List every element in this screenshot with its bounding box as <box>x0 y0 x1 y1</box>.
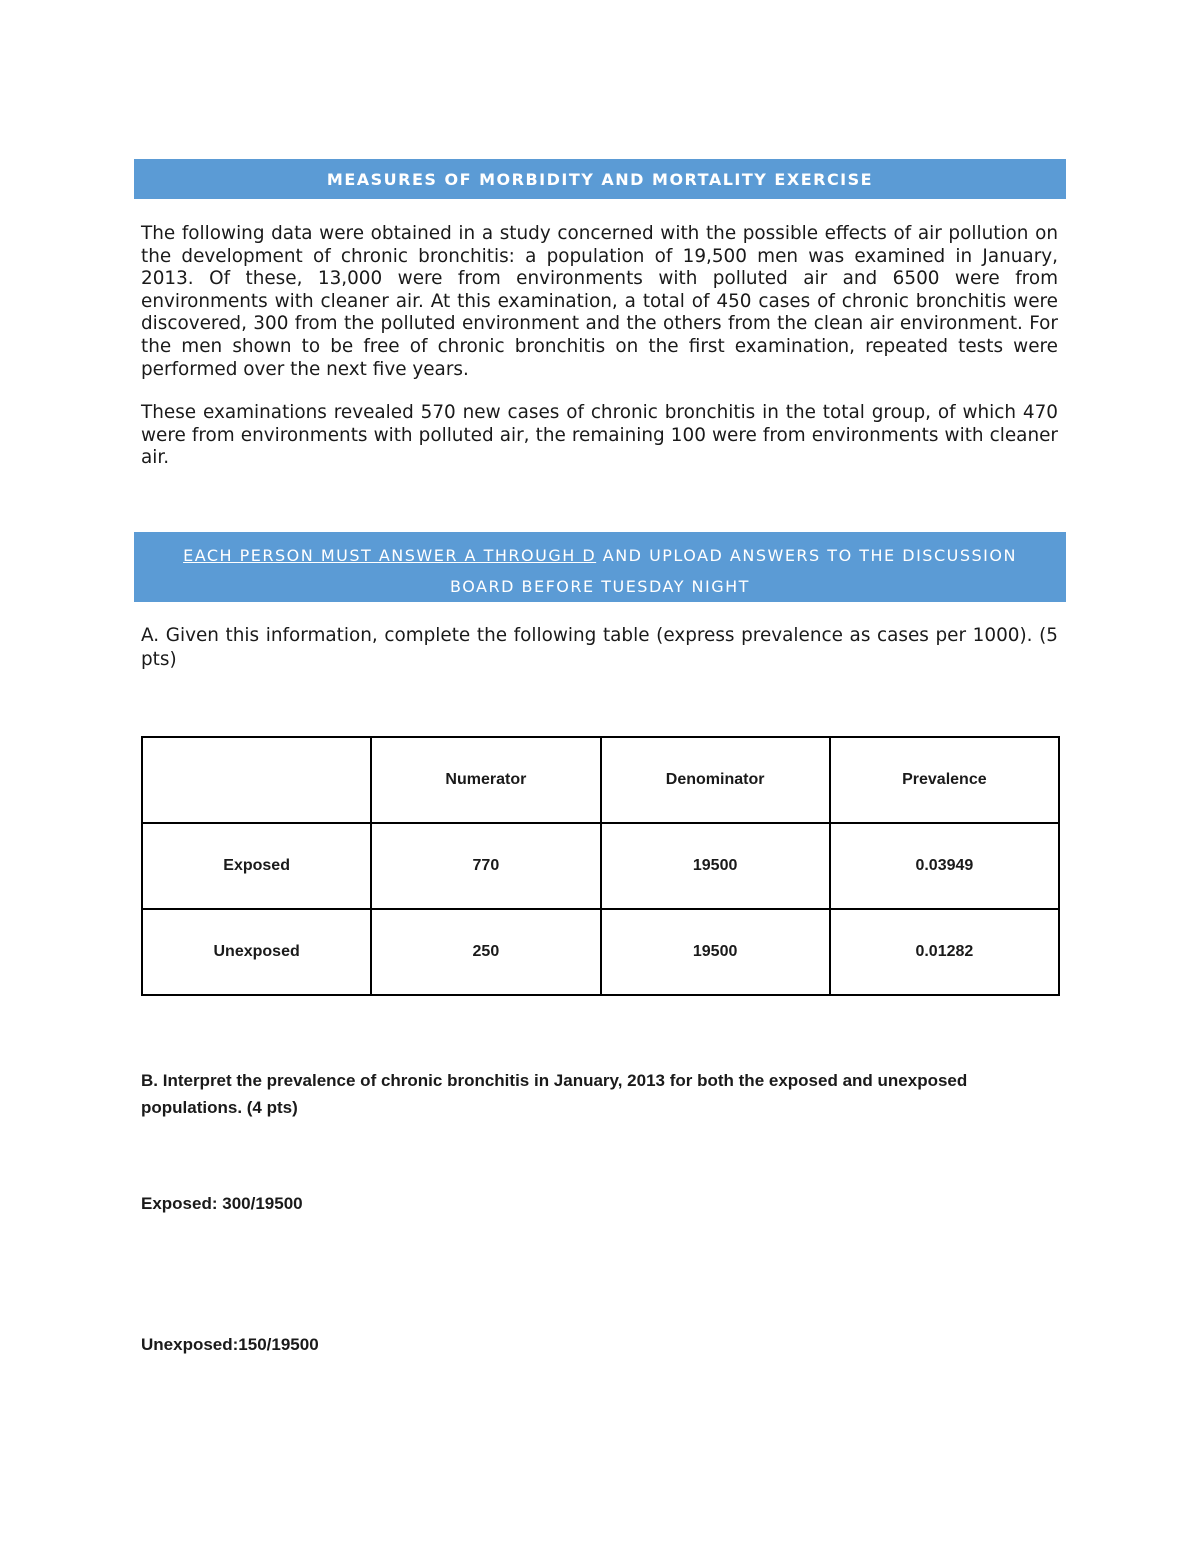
numerator-cell: 770 <box>371 823 600 909</box>
question-a: A. Given this information, complete the following table (express prevalence as cases per 1000). (5 pts) <box>141 625 1058 670</box>
instruction-banner <box>134 532 1066 602</box>
prevalence-cell: 0.03949 <box>830 823 1059 909</box>
prevalence-cell: 0.01282 <box>830 909 1059 995</box>
intro-paragraph-1: The following data were obtained in a study concerned with the possible effects of air pollution on the development of chronic bronchitis: a population of 19,500 men was examined in January, 2013. Of these, 13,000 were from environments with polluted air and 6500 were from environments with cleaner air. At this examination, a total of 450 cases of chronic bronchitis were discovered, 300 from the polluted environment and the others from the clean air environment. For the men shown to be free of chronic bronchitis on the first examination, repeated tests were performed over the next five years. <box>141 223 1058 380</box>
intro-paragraph-2: These examinations revealed 570 new cases of chronic bronchitis in the total group, of which 470 were from environments with polluted air, the remaining 100 were from environments with cleaner air. <box>141 402 1058 469</box>
row-label: Unexposed <box>142 909 371 995</box>
row-label: Exposed <box>142 823 371 909</box>
answer-unexposed: Unexposed:150/19500 <box>141 1335 319 1354</box>
table-header-numerator: Numerator <box>371 737 600 823</box>
question-b: B. Interpret the prevalence of chronic bronchitis in January, 2013 for both the exposed and unexposed populations. (4 pts) <box>141 1071 968 1117</box>
table-row <box>142 823 1059 909</box>
instruction-rest: AND UPLOAD ANSWERS TO THE DISCUSSION <box>596 546 1017 565</box>
numerator-cell: 250 <box>371 909 600 995</box>
answer-exposed: Exposed: 300/19500 <box>141 1194 303 1213</box>
instruction-line-1 <box>134 540 1066 571</box>
page-title: MEASURES OF MORBIDITY AND MORTALITY EXERCISE <box>326 170 874 189</box>
instruction-line-2: BOARD BEFORE TUESDAY NIGHT <box>450 577 750 596</box>
denominator-cell: 19500 <box>601 909 830 995</box>
title-banner <box>134 159 1066 199</box>
prevalence-table <box>141 736 1060 996</box>
table-row <box>142 909 1059 995</box>
instruction-underlined: EACH PERSON MUST ANSWER A THROUGH D <box>183 546 597 565</box>
table-header-empty <box>142 737 371 823</box>
denominator-cell: 19500 <box>601 823 830 909</box>
table-header-denominator: Denominator <box>601 737 830 823</box>
table-header-row <box>142 737 1059 823</box>
table-header-prevalence: Prevalence <box>830 737 1059 823</box>
